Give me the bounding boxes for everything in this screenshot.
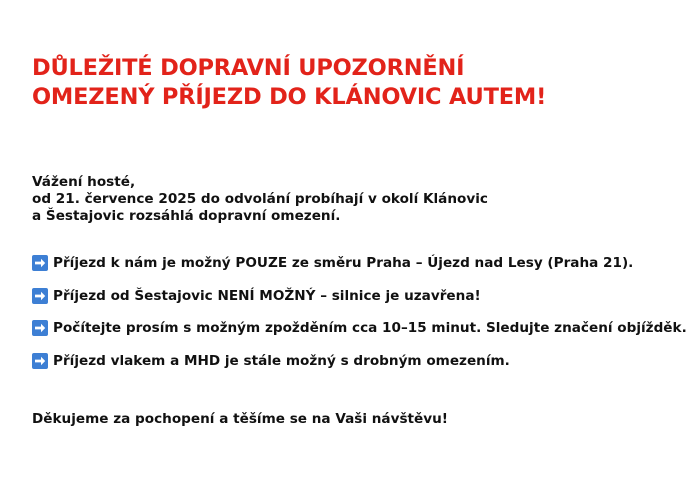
intro-line-1: od 21. července 2025 do odvolání probíhají v okolí Klánovic bbox=[32, 191, 488, 207]
notice-page bbox=[32, 54, 687, 427]
headline bbox=[32, 54, 682, 112]
right-arrow-icon bbox=[32, 320, 48, 336]
list-item-text: Příjezd k nám je možný POUZE ze směru Praha – Újezd nad Lesy (Praha 21). bbox=[53, 255, 634, 271]
notice-list bbox=[32, 253, 687, 371]
list-item bbox=[32, 351, 682, 371]
headline-line-1: DŮLEŽITÉ DOPRAVNÍ UPOZORNĚNÍ bbox=[32, 55, 465, 81]
list-item-text: Příjezd vlakem a MHD je stále možný s drobným omezením. bbox=[53, 352, 510, 369]
list-item bbox=[32, 318, 687, 338]
list-item bbox=[32, 253, 682, 273]
intro-paragraph bbox=[32, 174, 682, 225]
headline-line-2: OMEZENÝ PŘÍJEZD DO KLÁNOVIC AUTEM! bbox=[32, 84, 547, 110]
list-item bbox=[32, 286, 682, 306]
closing-message: Děkujeme za pochopení a těšíme se na Vaši návštěvu! bbox=[32, 411, 449, 427]
right-arrow-icon bbox=[32, 353, 48, 369]
intro-line-2: a Šestajovic rozsáhlá dopravní omezení. bbox=[32, 208, 341, 224]
right-arrow-icon bbox=[32, 288, 48, 304]
greeting: Vážení hosté, bbox=[32, 174, 136, 190]
list-item-text: Příjezd od Šestajovic NENÍ MOŽNÝ – silnice je uzavřena! bbox=[53, 287, 481, 304]
right-arrow-icon bbox=[32, 255, 48, 271]
list-item-text: Počítejte prosím s možným zpožděním cca 10–15 minut. Sledujte značení objížděk. bbox=[53, 320, 687, 336]
